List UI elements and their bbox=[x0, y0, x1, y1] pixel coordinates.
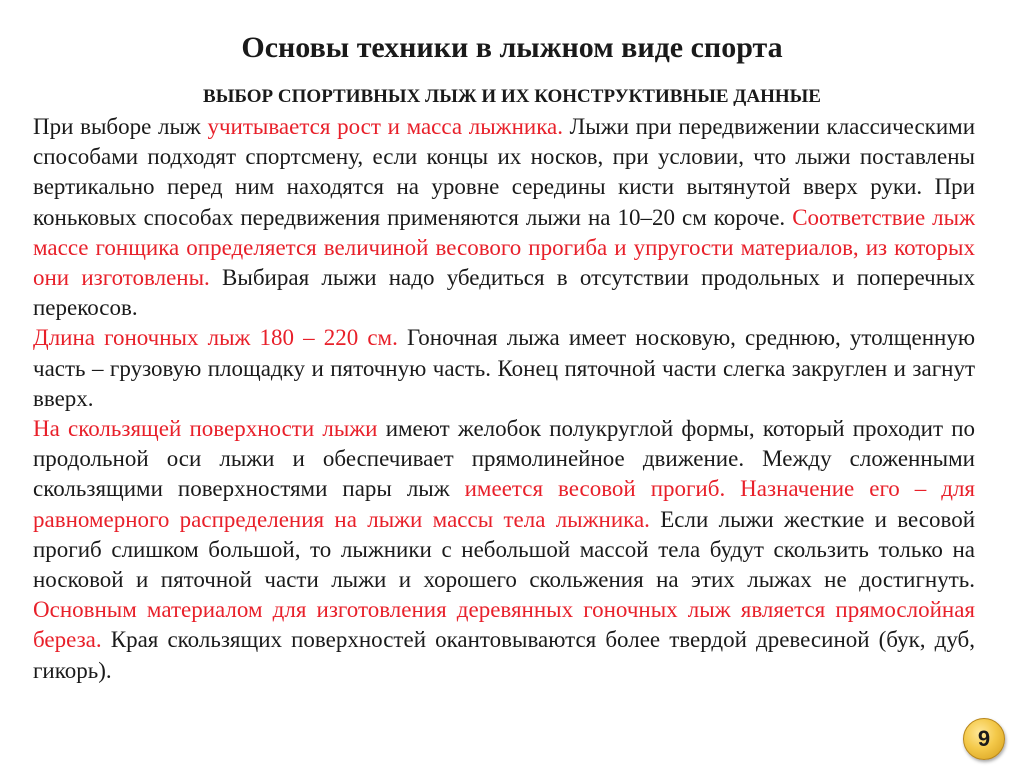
paragraph-sliding-surface bbox=[33, 414, 975, 686]
slide-body bbox=[33, 112, 975, 686]
highlighted-segment: Длина гоночных лыж 180 – 220 см. bbox=[33, 325, 398, 351]
text-segment: Лыжи при передвижении классическими способами подходят спортсмену, если концы их носков, при условии, что лыжи поставлены вертикально перед ним находятся на уровне середины кисти вытянутой вверх руки. При коньковых способах передвижения применяются лыжи на 10–20 см короче. bbox=[33, 114, 976, 230]
slide-title: Основы техники в лыжном виде спорта bbox=[241, 31, 783, 64]
highlighted-segment: учитывается рост и масса лыжника. bbox=[207, 114, 563, 139]
text-segment: Если лыжи жесткие и весовой прогиб слишком большой, то лыжники с небольшой массой тела будут скользить только на носковой и пяточной части лыжи и хорошего скольжения на этих лыжах не достигнуть. bbox=[33, 506, 976, 593]
text-segment: Гоночная лыжа имеет носковую, среднюю, утолщенную часть – грузовую площадку и пяточную часть. Конец пяточной части слегка закруглен и загнут вверх. bbox=[33, 325, 976, 411]
paragraph-ski-selection bbox=[33, 112, 975, 323]
highlighted-segment: На скользящей поверхности лыжи bbox=[33, 416, 378, 442]
text-segment: При выборе лыж bbox=[33, 114, 208, 139]
page-number: 9 bbox=[977, 726, 991, 751]
paragraph-ski-length bbox=[33, 323, 975, 414]
text-segment: имеют желобок полукруглой формы, который проходит по продольной оси лыжи и обеспечивает прямолинейное движение. Между сложенными скользящими поверхностями пары лыж bbox=[33, 416, 975, 502]
page-number-badge bbox=[963, 718, 1005, 760]
highlighted-segment: Соответствие лыж массе гонщика определяется величиной весового прогиба и упругости материалов, из которых они изготовлены. bbox=[33, 204, 975, 291]
slide-subtitle: ВЫБОР СПОРТИВНЫХ ЛЫЖ И ИХ КОНСТРУКТИВНЫЕ ДАННЫЕ bbox=[203, 86, 821, 107]
text-segment: Выбирая лыжи надо убедиться в отсутствии продольных и поперечных перекосов. bbox=[33, 265, 975, 321]
highlighted-segment: Основным материалом для изготовления деревянных гоночных лыж является прямослойная береза. bbox=[33, 597, 975, 653]
highlighted-segment: имеется весовой прогиб. Назначение его – для равномерного распределения на лыжи массы тела лыжника. bbox=[33, 476, 975, 532]
text-segment: Края скользящих поверхностей окантовываются более твердой древесиной (бук, дуб, гикорь). bbox=[33, 627, 975, 683]
